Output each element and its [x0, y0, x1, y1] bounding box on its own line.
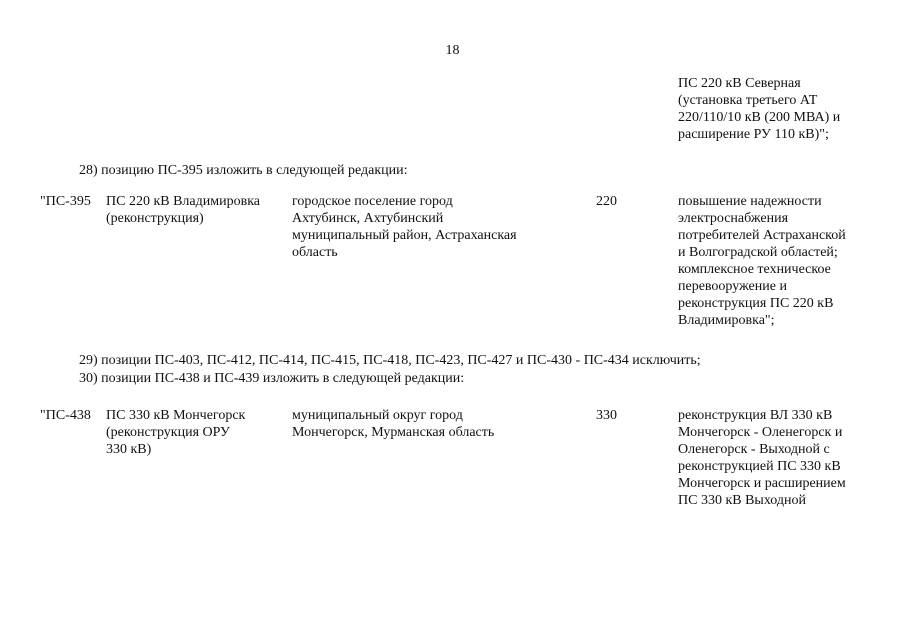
location: муниципальный округ город Мончегорск, Мурманская область: [292, 408, 495, 440]
voltage: 220: [596, 194, 617, 209]
paragraph-28: 28) позицию ПС-395 изложить в следующей редакции:: [79, 163, 408, 178]
purpose: реконструкция ВЛ 330 кВ Мончегорск - Оленегорск и Оленегорск - Выходной с реконструкцией ПС 330 кВ Мончегорск и расширением ПС 330 кВ Выходной: [678, 408, 846, 508]
substation-name: ПС 220 кВ Владимировка (реконструкция): [106, 194, 261, 226]
position-code: "ПС-395: [40, 194, 91, 209]
purpose-cell-continued: ПС 220 кВ Северная (установка третьего АТ 220/110/10 кВ (200 МВА) и расширение РУ 110 кВ)";: [678, 76, 841, 142]
position-code: "ПС-438: [40, 408, 91, 423]
purpose: повышение надежности электроснабжения потребителей Астраханской и Волгоградской областей; комплексное техническое перевооружение и реконструкция ПС 220 кВ Владимировка";: [678, 194, 846, 328]
page-number: 18: [445, 43, 460, 58]
substation-name: ПС 330 кВ Мончегорск (реконструкция ОРУ 330 кВ): [106, 408, 246, 457]
paragraph-30: 30) позиции ПС-438 и ПС-439 изложить в следующей редакции:: [79, 371, 465, 386]
location: городское поселение город Ахтубинск, Ахтубинский муниципальный район, Астраханская область: [292, 194, 517, 260]
voltage: 330: [596, 408, 617, 423]
paragraph-29: 29) позиции ПС-403, ПС-412, ПС-414, ПС-415, ПС-418, ПС-423, ПС-427 и ПС-430 - ПС-434 исключить;: [79, 353, 701, 368]
